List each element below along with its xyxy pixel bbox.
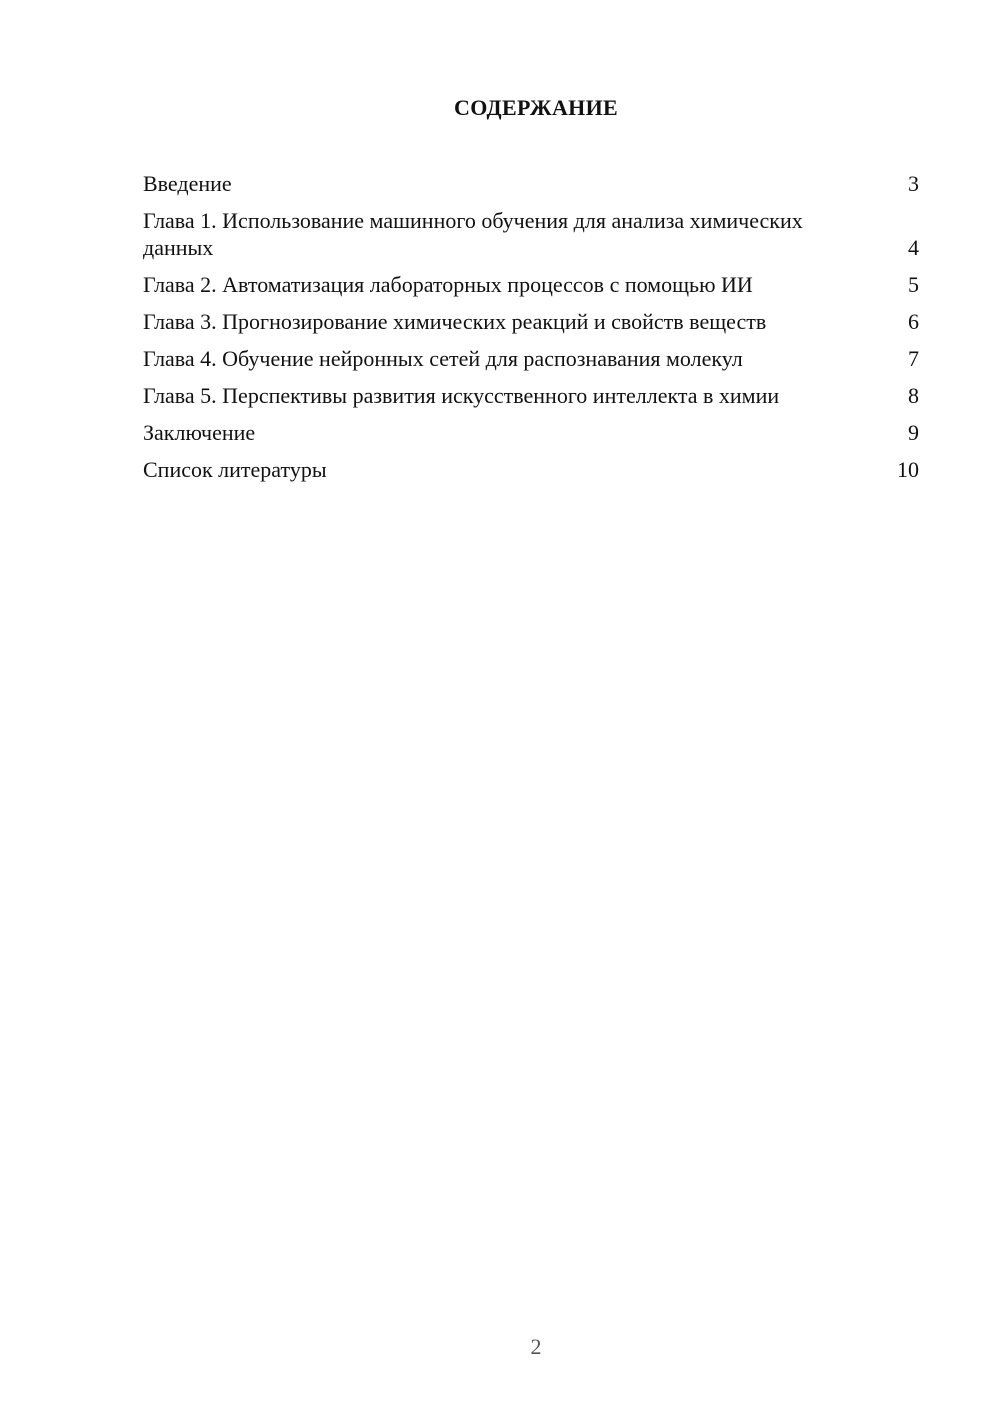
toc-entry-page: 5	[908, 272, 919, 297]
toc-entry-chapter-1	[143, 207, 919, 261]
toc-entry-title: Глава 3. Прогнозирование химических реакций и свойств веществ	[143, 309, 767, 334]
toc-entry-page: 3	[908, 171, 919, 196]
toc-entry-page: 7	[908, 346, 919, 371]
toc-entry-chapter-5	[143, 382, 919, 409]
toc-entry-references	[143, 456, 919, 483]
toc-entry-conclusion	[143, 419, 919, 446]
toc-entry-introduction	[143, 170, 919, 197]
toc-entry-page: 9	[908, 420, 919, 445]
toc-entry-page: 4	[908, 235, 919, 260]
toc-entry-page: 6	[908, 309, 919, 334]
toc-entry-title: Глава 2. Автоматизация лабораторных процессов с помощью ИИ	[143, 272, 753, 297]
toc-entry-title: Глава 1. Использование машинного обучения для анализа химических данных	[143, 208, 803, 260]
page-title: СОДЕРЖАНИЕ	[454, 95, 618, 120]
toc-entry-chapter-2	[143, 271, 919, 298]
toc-entry-title: Введение	[143, 171, 232, 196]
toc-entry-chapter-4	[143, 345, 919, 372]
toc-entry-page: 8	[908, 383, 919, 408]
toc-entry-title: Список литературы	[143, 457, 327, 482]
table-of-contents	[143, 170, 919, 493]
toc-entry-chapter-3	[143, 308, 919, 335]
page-number: 2	[530, 1334, 542, 1359]
toc-entry-page: 10	[897, 457, 919, 482]
toc-entry-title: Заключение	[143, 420, 256, 445]
toc-entry-title: Глава 5. Перспективы развития искусственного интеллекта в химии	[143, 383, 780, 408]
toc-entry-title: Глава 4. Обучение нейронных сетей для распознавания молекул	[143, 346, 743, 371]
